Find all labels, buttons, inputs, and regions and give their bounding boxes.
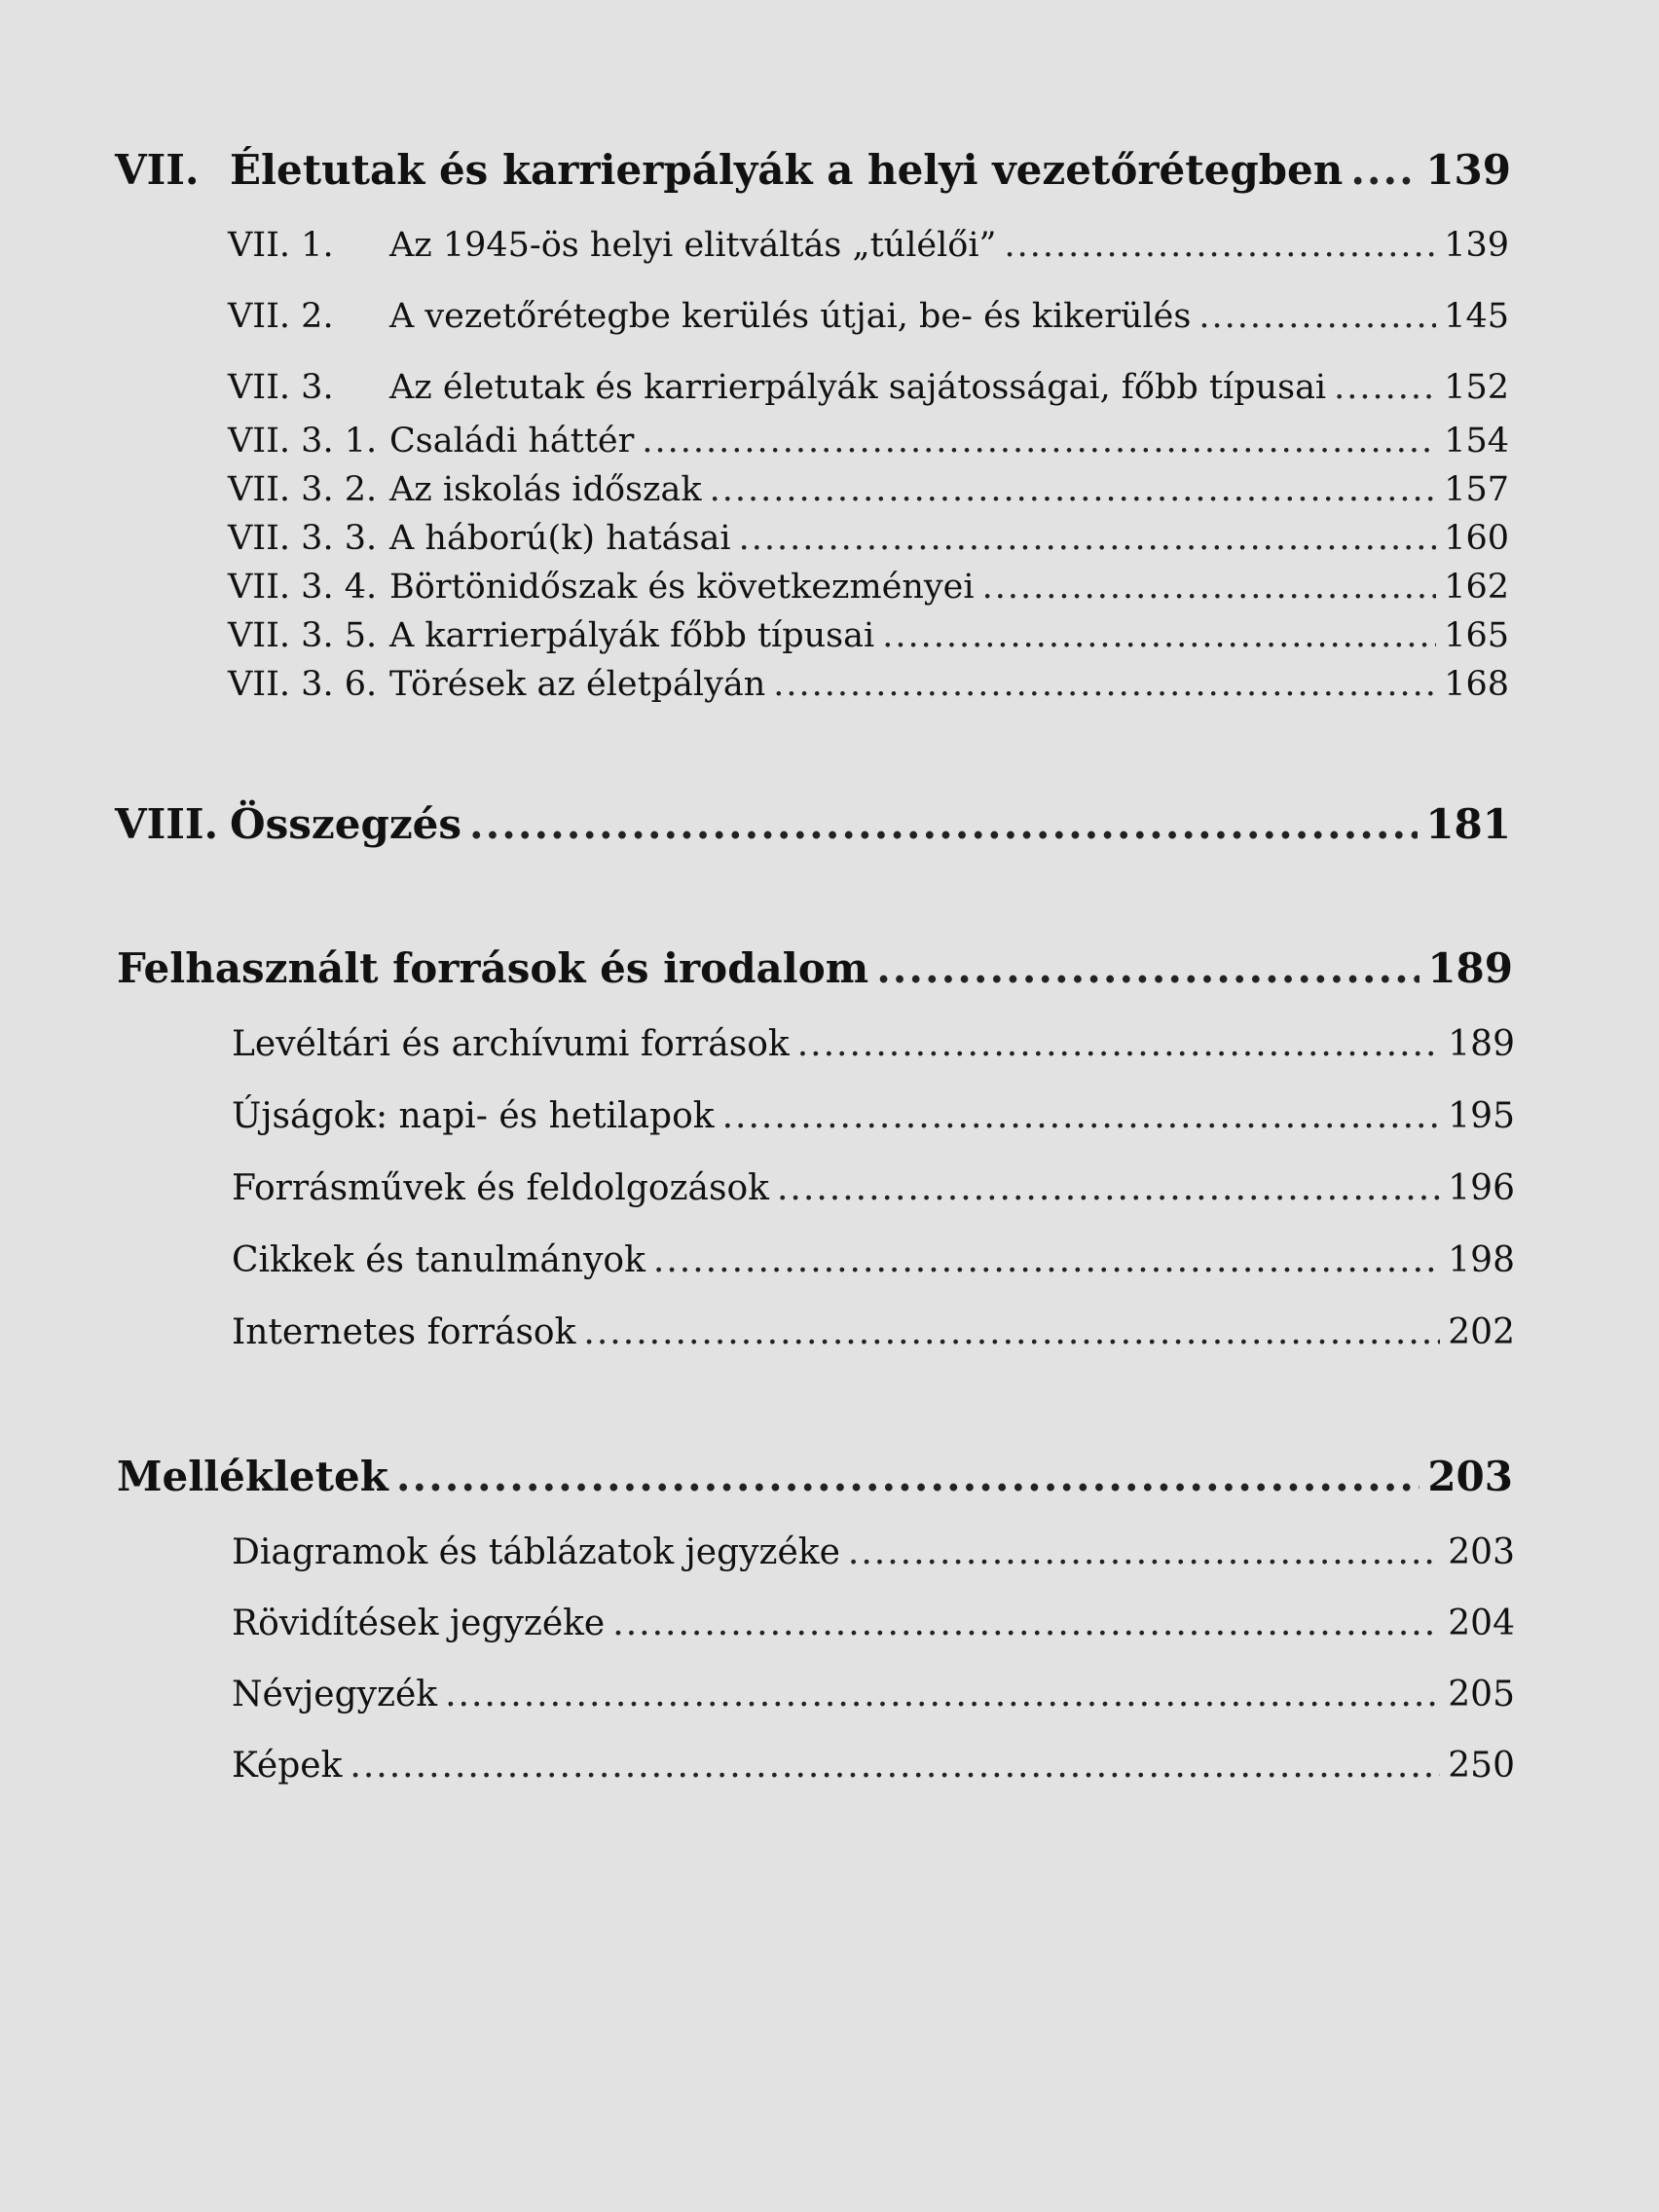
entry-number: VII. 3. 5. — [228, 616, 378, 655]
dot-leader — [350, 1746, 1440, 1786]
entry-page: 205 — [1448, 1675, 1515, 1714]
entry-number: VII. — [115, 146, 200, 194]
entry-page: 203 — [1427, 1453, 1513, 1500]
entry-page: 250 — [1448, 1746, 1515, 1786]
entry-title: Névjegyzék — [232, 1675, 438, 1714]
toc-entry-appendix-2 — [232, 1604, 1515, 1643]
entry-page: 168 — [1444, 665, 1509, 704]
dot-leader — [1350, 146, 1418, 194]
toc-entry-sources-4 — [232, 1240, 1515, 1280]
entry-number: VII. 3. 6. — [228, 665, 378, 704]
entry-page: 196 — [1448, 1168, 1515, 1208]
dot-leader — [469, 800, 1418, 848]
entry-page: 145 — [1444, 297, 1509, 336]
entry-page: 202 — [1448, 1312, 1515, 1352]
entry-page: 189 — [1427, 944, 1513, 992]
entry-title: Diagramok és táblázatok jegyzéke — [232, 1532, 840, 1572]
entry-title: Mellékletek — [117, 1453, 388, 1500]
entry-title: Felhasznált források és irodalom — [117, 944, 869, 992]
toc-entry-sources-2 — [232, 1096, 1515, 1136]
entry-page: 139 — [1444, 226, 1509, 265]
dot-leader — [722, 1096, 1441, 1136]
toc-entry-7-3-5 — [228, 616, 1509, 655]
entry-title: A háború(k) hatásai — [389, 519, 731, 558]
dot-leader — [396, 1453, 1419, 1500]
toc-entry-sources — [117, 944, 1513, 992]
entry-page: 162 — [1444, 568, 1509, 607]
dot-leader — [777, 1168, 1440, 1208]
dot-leader — [797, 1024, 1441, 1064]
entry-number: VII. 2. — [228, 297, 334, 336]
entry-title: Cikkek és tanulmányok — [232, 1240, 645, 1280]
dot-leader — [876, 944, 1419, 992]
entry-page: 160 — [1444, 519, 1509, 558]
entry-number: VII. 3. 2. — [228, 470, 378, 509]
toc-entry-7-3-3 — [228, 519, 1509, 558]
toc-entry-7-3-2 — [228, 470, 1509, 509]
entry-title: A karrierpályák főbb típusai — [389, 616, 875, 655]
entry-page: 152 — [1444, 368, 1509, 407]
dot-leader — [1334, 368, 1436, 407]
entry-number: VII. 1. — [228, 226, 334, 265]
entry-title: Forrásművek és feldolgozások — [232, 1168, 769, 1208]
entry-page: 189 — [1448, 1024, 1515, 1064]
entry-title: Az iskolás időszak — [389, 470, 702, 509]
dot-leader — [982, 568, 1437, 607]
entry-page: 181 — [1425, 800, 1511, 848]
entry-number: VII. 3. 3. — [228, 519, 378, 558]
entry-title: Internetes források — [232, 1312, 576, 1352]
entry-page: 198 — [1448, 1240, 1515, 1280]
entry-page: 195 — [1448, 1096, 1515, 1136]
entry-page: 165 — [1444, 616, 1509, 655]
entry-title: Életutak és karrierpályák a helyi vezetőrétegben — [230, 146, 1344, 194]
entry-page: 203 — [1448, 1532, 1515, 1572]
toc-entry-7-1 — [228, 226, 1509, 265]
toc-entry-7-3-4 — [228, 568, 1509, 607]
entry-title: Képek — [232, 1746, 343, 1786]
dot-leader — [642, 422, 1436, 461]
dot-leader — [583, 1312, 1440, 1352]
dot-leader — [710, 470, 1437, 509]
dot-leader — [882, 616, 1436, 655]
toc-entry-appendix-3 — [232, 1675, 1515, 1714]
toc-entry-7-2 — [228, 297, 1509, 336]
entry-page: 154 — [1444, 422, 1509, 461]
toc-entry-appendix — [117, 1453, 1513, 1500]
entry-title: Rövidítések jegyzéke — [232, 1604, 606, 1643]
toc-entry-sources-1 — [232, 1024, 1515, 1064]
entry-title: Családi háttér — [389, 422, 635, 461]
entry-title: A vezetőrétegbe kerülés útjai, be- és kikerülés — [389, 297, 1192, 336]
entry-title: Törések az életpályán — [389, 665, 766, 704]
entry-number: VII. 3. 4. — [228, 568, 378, 607]
entry-title: Újságok: napi- és hetilapok — [232, 1096, 715, 1136]
toc-entry-appendix-1 — [232, 1532, 1515, 1572]
toc-entry-7-3-6 — [228, 665, 1509, 704]
entry-page: 157 — [1444, 470, 1509, 509]
dot-leader — [445, 1675, 1440, 1714]
entry-number: VIII. — [115, 800, 219, 848]
entry-title: Az életutak és karrierpályák sajátosságai, főbb típusai — [389, 368, 1327, 407]
entry-title: Levéltári és archívumi források — [232, 1024, 790, 1064]
toc-entry-appendix-4 — [232, 1746, 1515, 1786]
entry-title: Összegzés — [230, 800, 462, 848]
toc-entry-7-3-1 — [228, 422, 1509, 461]
toc-entry-chapter-8 — [115, 800, 1511, 848]
entry-title: Börtönidőszak és következményei — [389, 568, 975, 607]
dot-leader — [1198, 297, 1436, 336]
dot-leader — [848, 1532, 1440, 1572]
dot-leader — [653, 1240, 1440, 1280]
toc-entry-chapter-7 — [115, 146, 1511, 194]
dot-leader — [773, 665, 1436, 704]
entry-page: 139 — [1425, 146, 1511, 194]
entry-page: 204 — [1448, 1604, 1515, 1643]
dot-leader — [739, 519, 1437, 558]
dot-leader — [612, 1604, 1440, 1643]
entry-number: VII. 3. — [228, 368, 334, 407]
entry-title: Az 1945-ös helyi elitváltás „túlélői” — [389, 226, 997, 265]
toc-entry-sources-3 — [232, 1168, 1515, 1208]
toc-entry-7-3 — [228, 368, 1509, 407]
entry-number: VII. 3. 1. — [228, 422, 378, 461]
toc-entry-sources-5 — [232, 1312, 1515, 1352]
dot-leader — [1004, 226, 1436, 265]
